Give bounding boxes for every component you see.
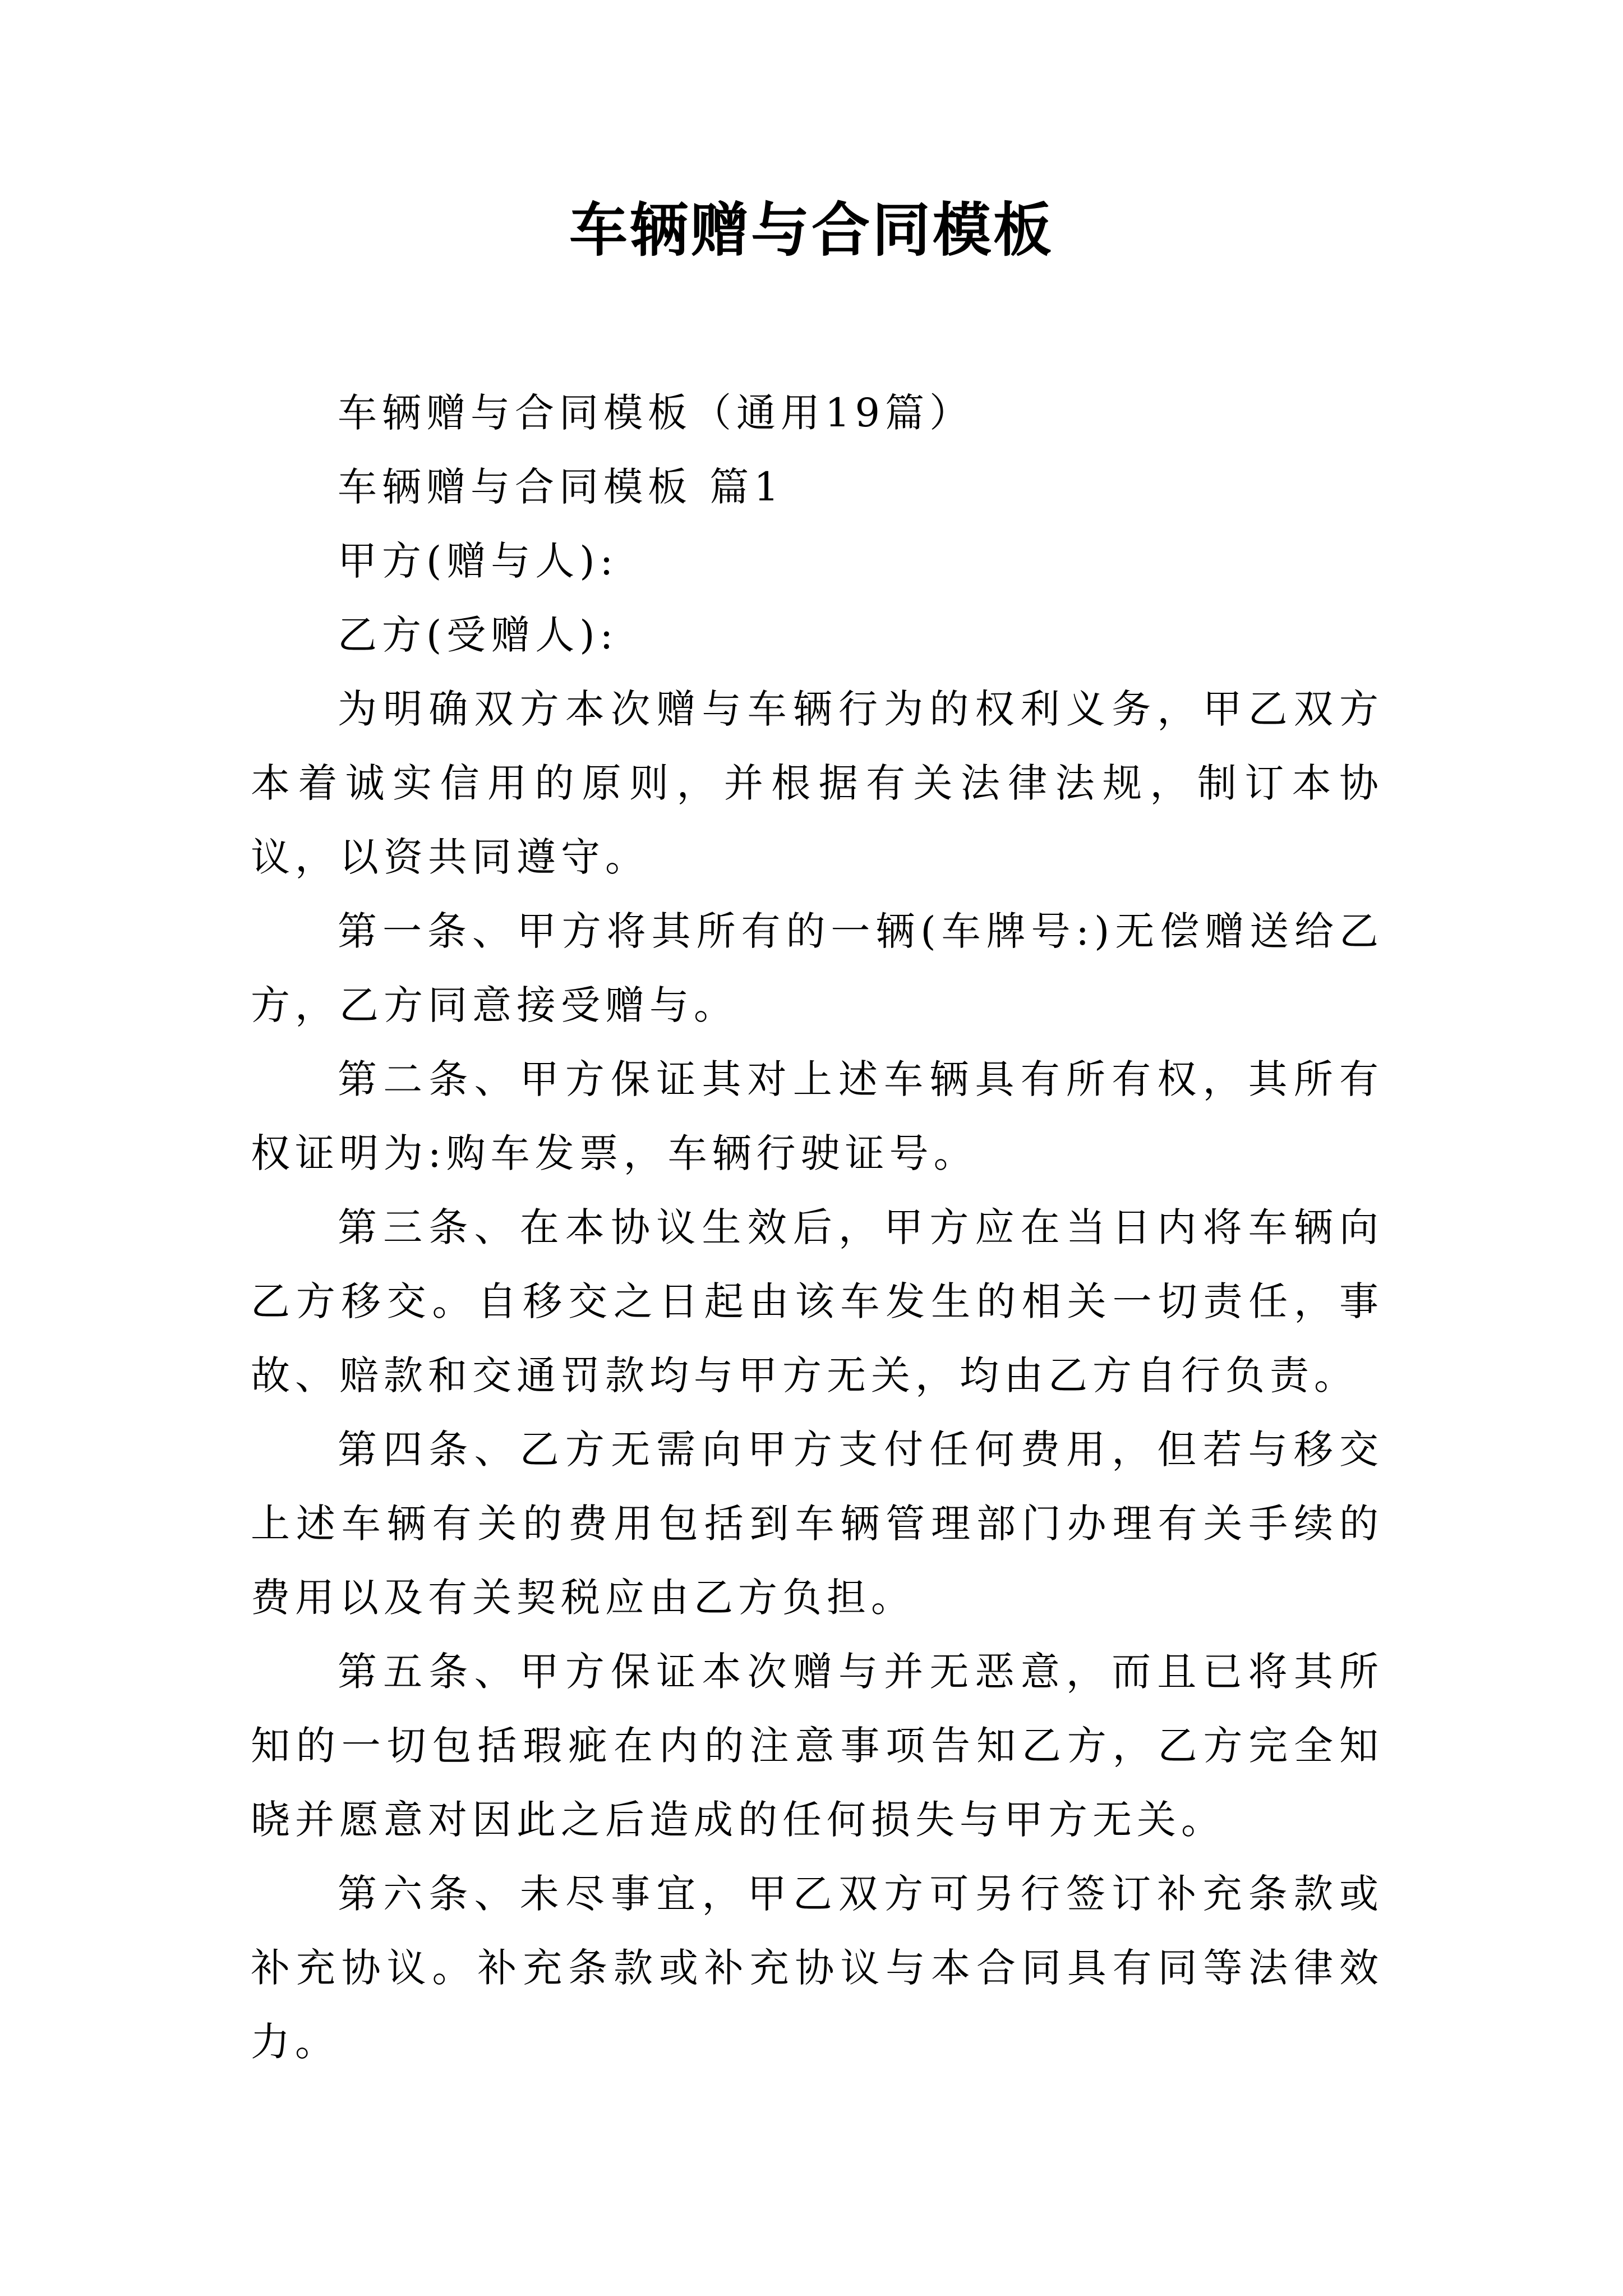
article-5-paragraph: 第五条、甲方保证本次赠与并无恶意，而且已将其所知的一切包括瑕疵在内的注意事项告知乙方，乙方完全知晓并愿意对因此之后造成的任何损失与甲方无关。 — [251, 1649, 1384, 1843]
article-3-paragraph: 第三条、在本协议生效后，甲方应在当日内将车辆向乙方移交。自移交之日起由该车发生的相关一切责任，事故、赔款和交通罚款均与甲方无关，均由乙方自行负责。 — [251, 1204, 1384, 1398]
article-4-paragraph: 第四条、乙方无需向甲方支付任何费用，但若与移交上述车辆有关的费用包括到车辆管理部门办理有关手续的费用以及有关契税应由乙方负担。 — [251, 1427, 1384, 1621]
article-1-paragraph: 第一条、甲方将其所有的一辆(车牌号:)无偿赠送给乙方，乙方同意接受赠与。 — [251, 908, 1384, 1028]
party-b-line: 乙方(受赠人): — [338, 612, 619, 658]
document-title: 车辆赠与合同模板 — [569, 195, 1054, 264]
party-a-line: 甲方(赠与人): — [338, 538, 619, 584]
article-2-paragraph: 第二条、甲方保证其对上述车辆具有所有权，其所有权证明为:购车发票，车辆行驶证号。 — [251, 1056, 1384, 1176]
preamble-paragraph: 为明确双方本次赠与车辆行为的权利义务，甲乙双方本着诚实信用的原则，并根据有关法律法规，制订本协议，以资共同遵守。 — [251, 686, 1384, 880]
document-body — [251, 376, 1384, 2079]
subtitle-paragraph: 车辆赠与合同模板（通用19篇） — [338, 390, 974, 436]
article-6-paragraph: 第六条、未尽事宜，甲乙双方可另行签订补充条款或补充协议。补充条款或补充协议与本合同具有同等法律效力。 — [251, 1871, 1384, 2065]
section-heading: 车辆赠与合同模板 篇1 — [338, 464, 784, 510]
